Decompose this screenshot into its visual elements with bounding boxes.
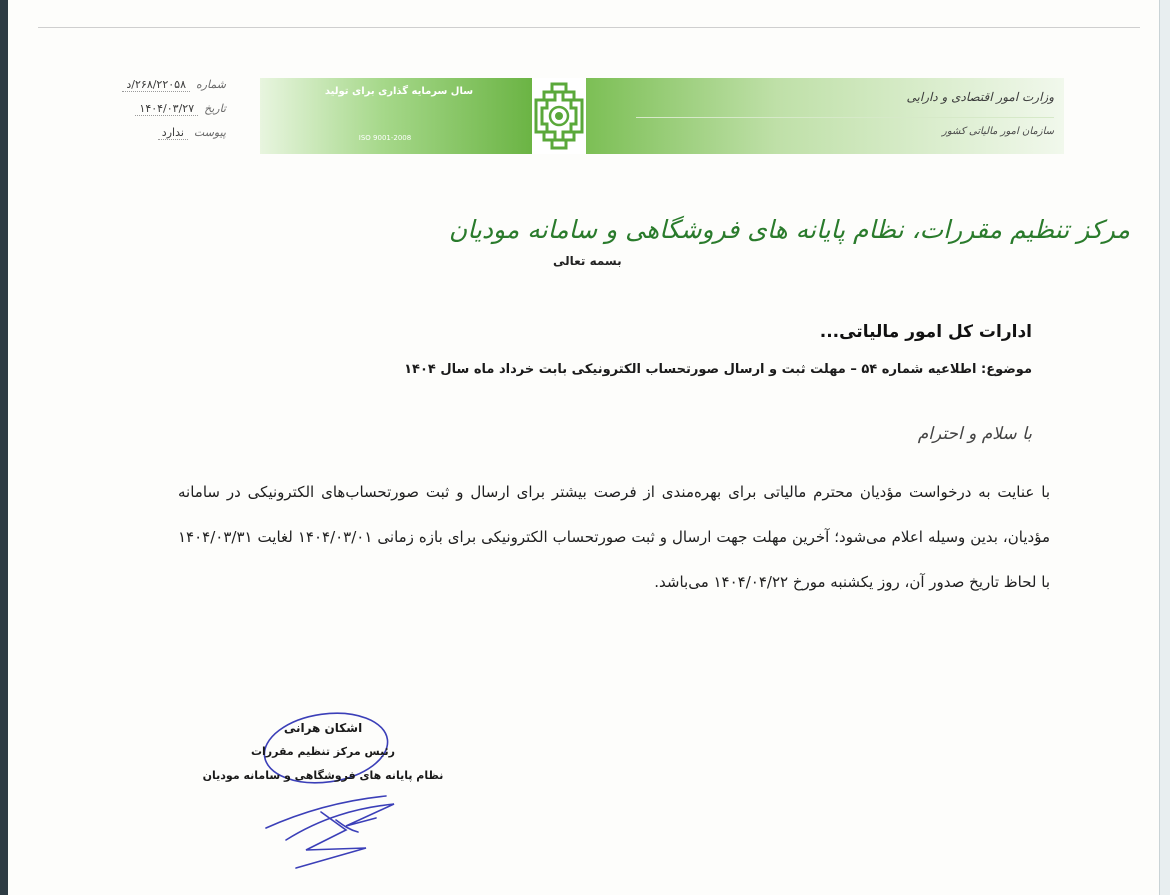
letter-body: با عنایت به درخواست مؤدیان محترم مالیاتی برای بهره‌مندی از فرصت بیشتر برای ارسال و ثبت صورتحساب‌های الکترونیکی در سامانه مؤدیان، بدین وسیله اعلام می‌شود؛ آخرین مهلت جهت ارسال و ثبت صورتحساب الکترونیکی برای بازه زمانی ۱۴۰۴/۰۳/۰۱ لغایت ۱۴۰۴/۰۳/۳۱ با لحاظ تاریخ صدور آن، روز یکشنبه مورخ ۱۴۰۴/۰۴/۲۲ می‌باشد. bbox=[178, 483, 1050, 591]
ministry-band bbox=[586, 78, 1064, 154]
ministry-divider bbox=[636, 117, 1054, 118]
letter-attachment-value: ندارد bbox=[158, 126, 188, 140]
letter-date-value: ۱۴۰۴/۰۳/۲۷ bbox=[135, 102, 198, 116]
letter-attachment-label: پیوست bbox=[193, 126, 226, 139]
letter-attachment-row bbox=[66, 126, 226, 150]
signature-block bbox=[178, 716, 468, 788]
recipient-heading: ادارات کل امور مالیاتی... bbox=[819, 322, 1032, 342]
signer-department: نظام پایانه های فروشگاهی و سامانه مودیان bbox=[202, 769, 444, 782]
right-window-edge bbox=[1159, 0, 1170, 895]
signer-name: اشکان هرانی bbox=[283, 721, 363, 735]
year-slogan: سال سرمایه گذاری برای تولید bbox=[324, 86, 474, 97]
iso-certification: ISO 9001-2008 bbox=[358, 134, 412, 142]
slogan-band bbox=[260, 78, 532, 154]
letter-number-label: شماره bbox=[195, 78, 226, 91]
basmala: بسمه تعالی bbox=[553, 254, 622, 268]
greeting: با سلام و احترام bbox=[917, 424, 1032, 444]
letter-page bbox=[8, 0, 1160, 895]
letter-number-row bbox=[66, 78, 226, 102]
left-window-edge bbox=[0, 0, 8, 895]
center-title: مرکز تنظیم مقررات، نظام پایانه های فروشگاهی و سامانه مودیان bbox=[448, 215, 1130, 244]
ministry-name: وزارت امور اقتصادی و دارایی bbox=[906, 90, 1054, 104]
letter-meta bbox=[66, 78, 226, 150]
letter-date-row bbox=[66, 102, 226, 126]
organization-name: سازمان امور مالیاتی کشور bbox=[942, 126, 1054, 137]
letter-number-value: ۲۶۸/۲۲۰۵۸/د bbox=[122, 78, 190, 92]
national-tax-emblem-icon bbox=[532, 78, 586, 154]
letter-date-label: تاریخ bbox=[204, 102, 226, 115]
letter-subject: موضوع: اطلاعیه شماره ۵۴ – مهلت ثبت و ارسال صورتحساب الکترونیکی بابت خرداد ماه سال ۱۴۰۴ bbox=[404, 362, 1032, 377]
top-divider bbox=[38, 27, 1140, 28]
signer-title: رئیس مرکز تنظیم مقررات bbox=[250, 745, 396, 758]
